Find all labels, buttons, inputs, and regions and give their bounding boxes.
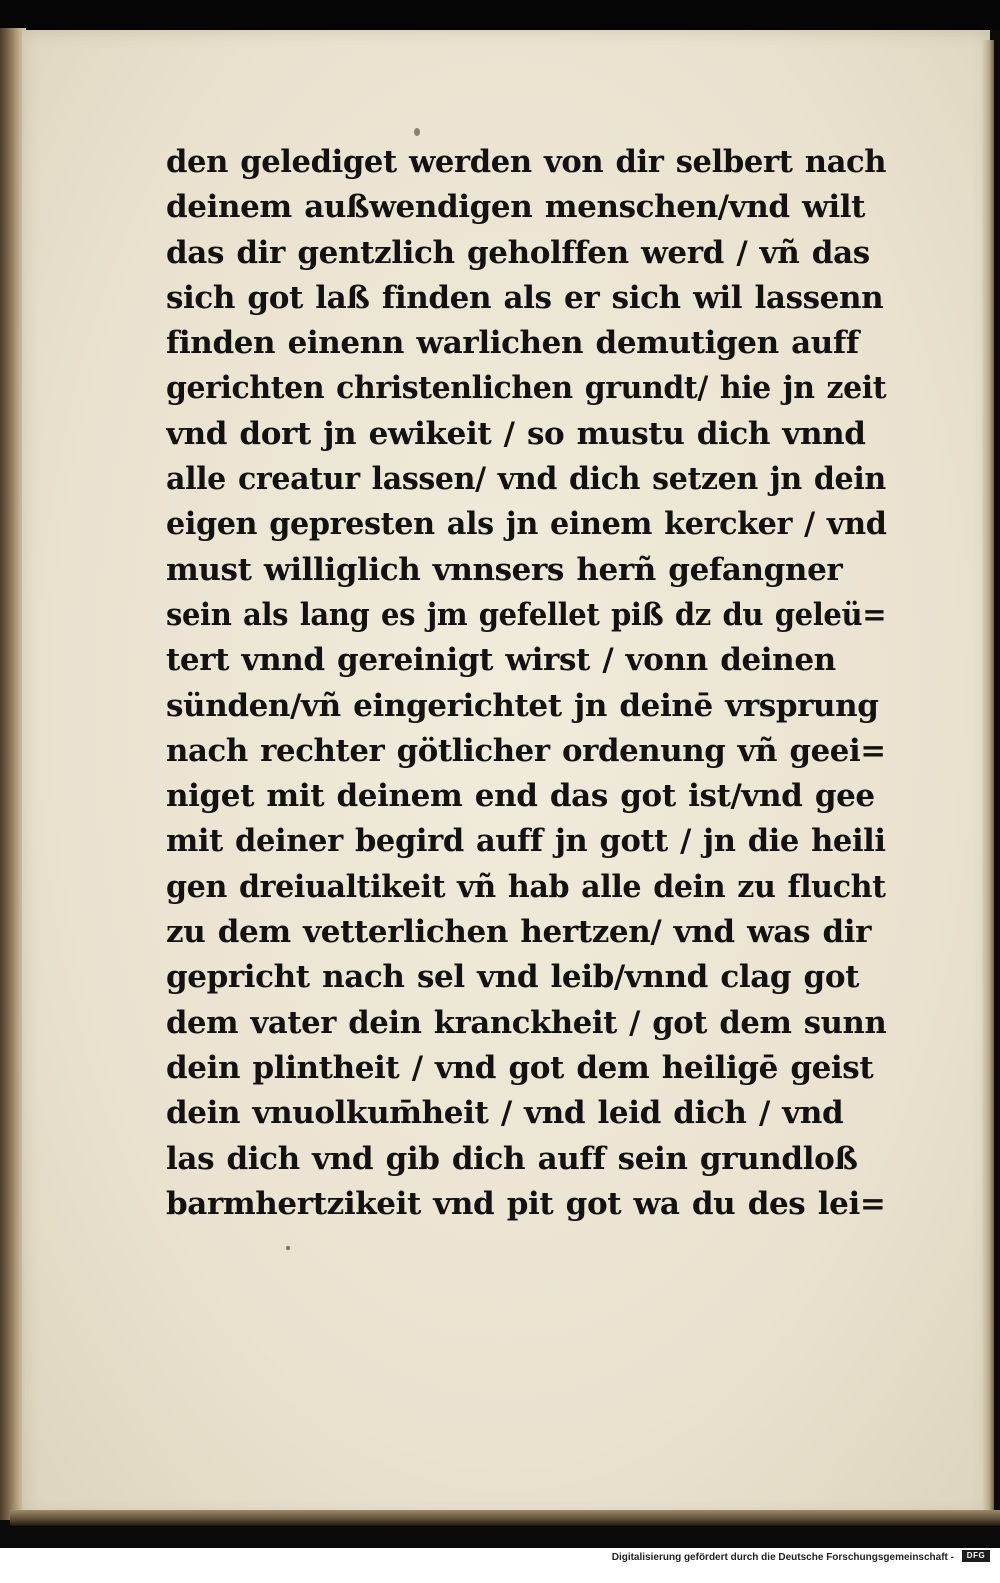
text-line: sein als lang es jm gefellet piß dz du geleü=	[166, 596, 887, 633]
funding-credit: Digitalisierung gefördert durch die Deutsche Forschungsgemeinschaft -	[611, 1552, 954, 1563]
scan-top-border	[0, 0, 1000, 30]
text-line: eigen gepresten als jn einem kercker / vnd	[166, 506, 887, 543]
book-bottom-edge	[10, 1510, 1000, 1526]
text-line: gerichten christenlichen grundt/ hie jn zeit	[166, 370, 887, 407]
text-line: must williglich vnnsers herñ gefangner	[166, 551, 843, 588]
text-line: nach rechter götlicher ordenung vñ geei=	[166, 732, 886, 769]
text-line: das dir gentzlich geholffen werd / vñ das	[166, 234, 870, 271]
text-line: mit deiner begird auff jn gott / jn die heili	[166, 823, 886, 860]
text-line: den gelediget werden von dir selbert nach	[166, 144, 887, 180]
text-line: las dich vnd gib dich auff sein grundloß	[166, 1140, 858, 1177]
text-line: deinem außwendigen menschen/vnd wilt	[166, 189, 866, 226]
text-line: dein plintheit / vnd got dem heiligē geist	[166, 1049, 874, 1086]
text-line: sünden/vñ eingerichtet jn deinē vrsprung	[166, 687, 879, 724]
text-line: dem vater dein kranckheit / got dem sunn	[166, 1004, 887, 1041]
text-line: dein vnuolkum̄heit / vnd leid dich / vnd	[166, 1095, 844, 1132]
text-line: zu dem vetterlichen hertzen/ vnd was dir	[166, 914, 872, 951]
text-line: vnd dort jn ewikeit / so mustu dich vnnd	[166, 415, 866, 452]
blackletter-text-block	[166, 140, 886, 1227]
paper-speck	[414, 128, 420, 136]
text-line: barmhertzikeit vnd pit got wa du des lei=	[166, 1185, 886, 1222]
text-line: gen dreiualtikeit vñ hab alle dein zu flucht	[166, 868, 886, 905]
dfg-logo: DFG	[962, 1550, 990, 1562]
text-line: sich got laß finden als er sich wil lassenn	[166, 279, 884, 316]
page-fore-edge	[982, 40, 994, 1510]
text-line: gepricht nach sel vnd leib/vnnd clag got	[166, 959, 860, 996]
text-line: tert vnnd gereinigt wirst / vonn deinen	[166, 642, 836, 679]
text-line: niget mit deinem end das got ist/vnd gee	[166, 778, 875, 815]
text-line: finden einenn warlichen demutigen auff	[166, 325, 859, 362]
paper-mark	[286, 1246, 290, 1250]
text-line: alle creatur lassen/ vnd dich setzen jn dein	[166, 461, 886, 498]
